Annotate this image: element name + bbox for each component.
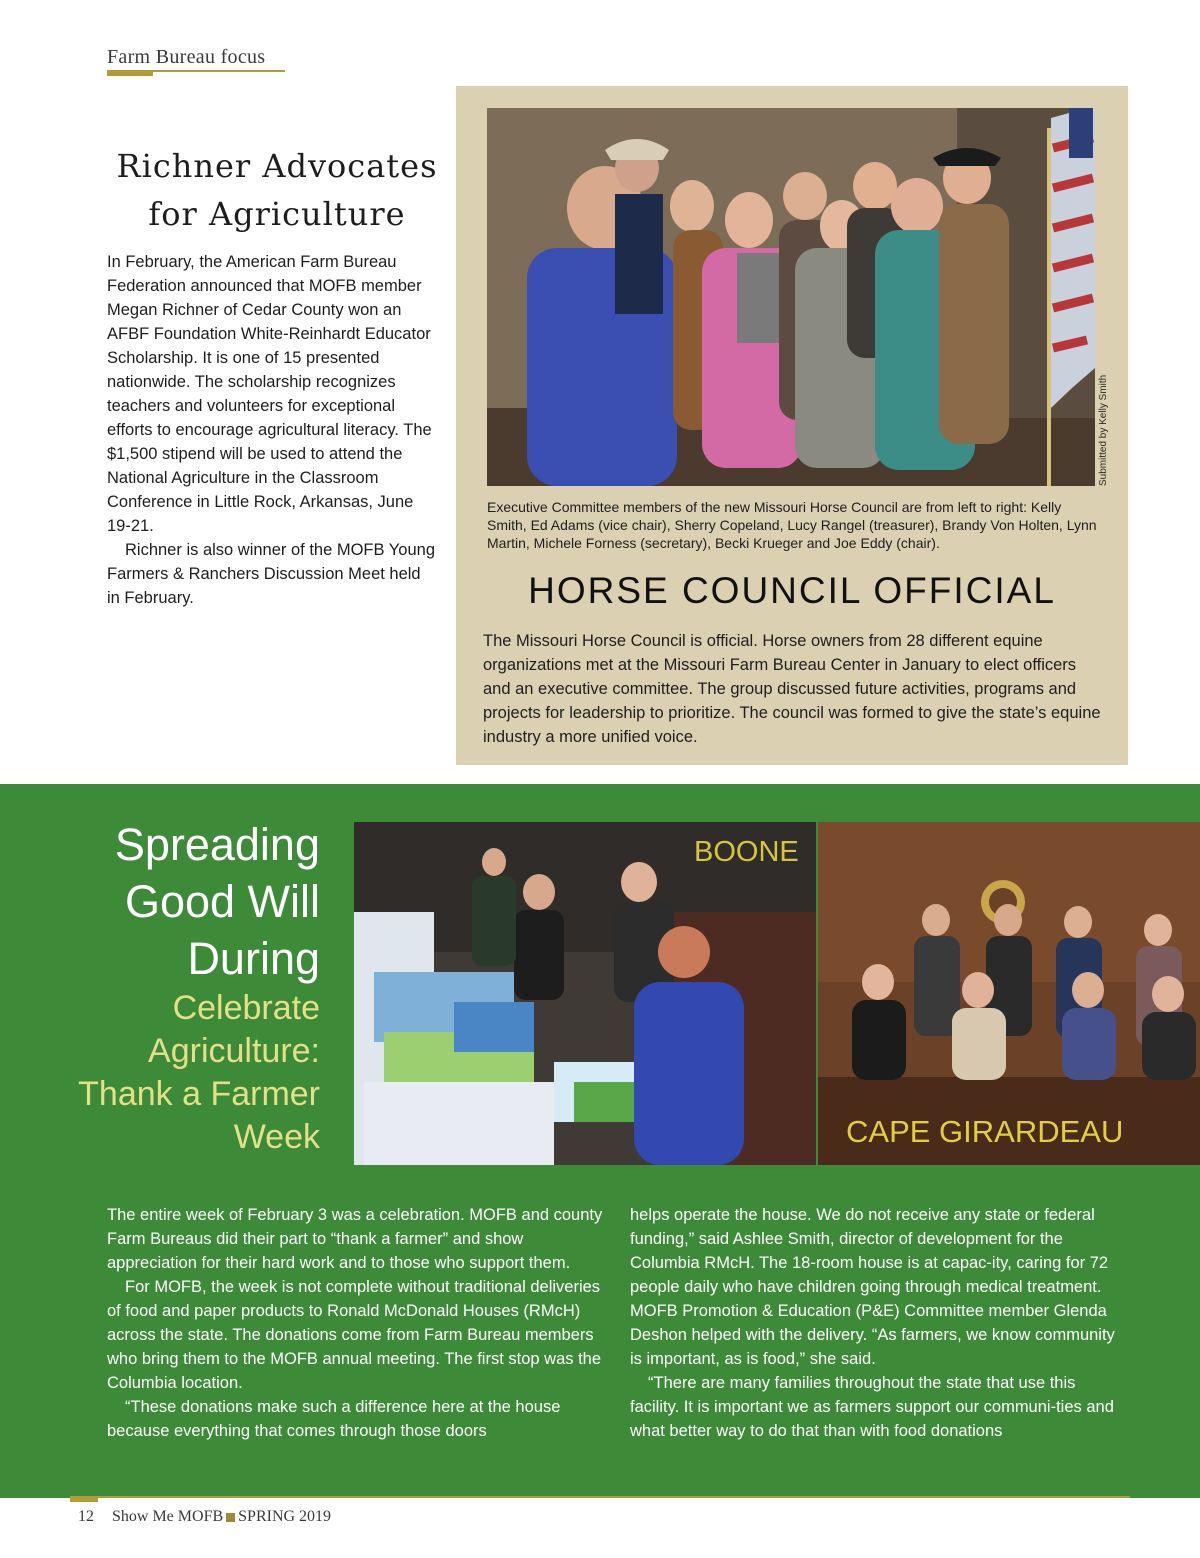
boone-delivery-photo: [354, 822, 816, 1165]
page-footer: [78, 1508, 331, 1526]
good-will-subtitle-line: Thank a Farmer: [78, 1075, 320, 1113]
richner-paragraph: Richner is also winner of the MOFB Young Farmers & Ranchers Discussion Meet held in February.: [107, 541, 435, 607]
page-number: 12: [78, 1508, 94, 1525]
good-will-paragraph: For MOFB, the week is not complete without traditional deliveries of food and paper products to Ronald McDonald Houses (RMcH) across the state. The donations come from Farm Bureau members who bring them to the MOFB annual meeting. The first stop was the Columbia location.: [107, 1278, 602, 1392]
boone-photo-label: BOONE: [694, 836, 799, 868]
publication-name: Show Me MOFB: [112, 1508, 224, 1525]
section-label: Farm Bureau focus: [107, 46, 266, 68]
group-photo-illustration: [487, 108, 1095, 486]
footer-separator-icon: [226, 1513, 235, 1522]
good-will-column-2: [630, 1203, 1126, 1443]
cape-girardeau-photo-label: CAPE GIRARDEAU: [846, 1114, 1124, 1149]
horse-council-group-photo: [487, 108, 1095, 486]
good-will-title-line: During: [187, 933, 320, 984]
boone-photo-illustration: [354, 822, 816, 1165]
horse-photo-caption: Executive Committee members of the new Missouri Horse Council are from left to right: Kelly Smith, Ed Adams (vice chair), Sherry Copeland, Lucy Rangel (treasurer), Brandy Von Holten, Lynn Martin, Michele Forness (secretary), Becki Krueger and Joe Eddy (chair).: [487, 499, 1097, 551]
section-rule-accent: [107, 70, 153, 76]
good-will-title-line: Good Will: [124, 876, 320, 927]
richner-article-body: [107, 250, 437, 610]
good-will-paragraph: “These donations make such a difference here at the house because everything that comes through those doors: [107, 1398, 561, 1440]
issue-label: SPRING 2019: [238, 1508, 332, 1525]
richner-paragraph: In February, the American Farm Bureau Federation announced that MOFB member Megan Richner of Cedar County won an AFBF Foundation White-Reinhardt Educator Scholarship. It is one of 15 presented nationwide. The scholarship recognizes teachers and volunteers for exceptional efforts to encourage agricultural literacy. The $1,500 stipend will be used to attend the National Agriculture in the Classroom Conference in Little Rock, Arkansas, June 19-21.: [107, 253, 432, 535]
good-will-subtitle-line: Agriculture:: [148, 1032, 320, 1070]
good-will-title-line: Spreading: [114, 819, 320, 870]
richner-title-line1: Richner Advocates: [116, 147, 438, 185]
photo-credit-text: Submitted by Kelly Smith: [1098, 374, 1109, 486]
good-will-paragraph: The entire week of February 3 was a celebration. MOFB and county Farm Bureaus did their part to “thank a farmer” and show appreciation for their hard work and to those who support them.: [107, 1206, 603, 1272]
horse-council-headline: HORSE COUNCIL OFFICIAL: [528, 570, 1056, 611]
footer-rule: [70, 1496, 1130, 1498]
good-will-paragraph: helps operate the house. We do not receive any state or federal funding,” said Ashlee Smith, director of development for the Columbia RMcH. The 18-room house is at capac-ity, caring for 72 people daily who have children going through medical treatment. MOFB Promotion & Education (P&E) Committee member Glenda Deshon helped with the delivery. “As farmers, we know community is important, as is food,” she said.: [630, 1206, 1115, 1368]
good-will-column-1: [107, 1203, 603, 1443]
good-will-subtitle-line: Celebrate: [172, 989, 320, 1027]
good-will-paragraph: “There are many families throughout the state that use this facility. It is important we as farmers support our communi-ties and what better way to do that than with food donations: [630, 1374, 1114, 1440]
footer-rule-accent: [70, 1496, 98, 1502]
good-will-title: [40, 816, 320, 1159]
horse-council-body: The Missouri Horse Council is official. Horse owners from 28 different equine organizations met at the Missouri Farm Bureau Center in January to elect officers and an executive committee. The group discussed future activities, programs and projects for leadership to prioritize. The council was formed to give the state’s equine industry a more unified voice.: [483, 632, 1101, 746]
richner-title-line2: for Agriculture: [148, 195, 406, 233]
richner-article-title: [107, 142, 447, 238]
good-will-subtitle-line: Week: [233, 1118, 320, 1156]
